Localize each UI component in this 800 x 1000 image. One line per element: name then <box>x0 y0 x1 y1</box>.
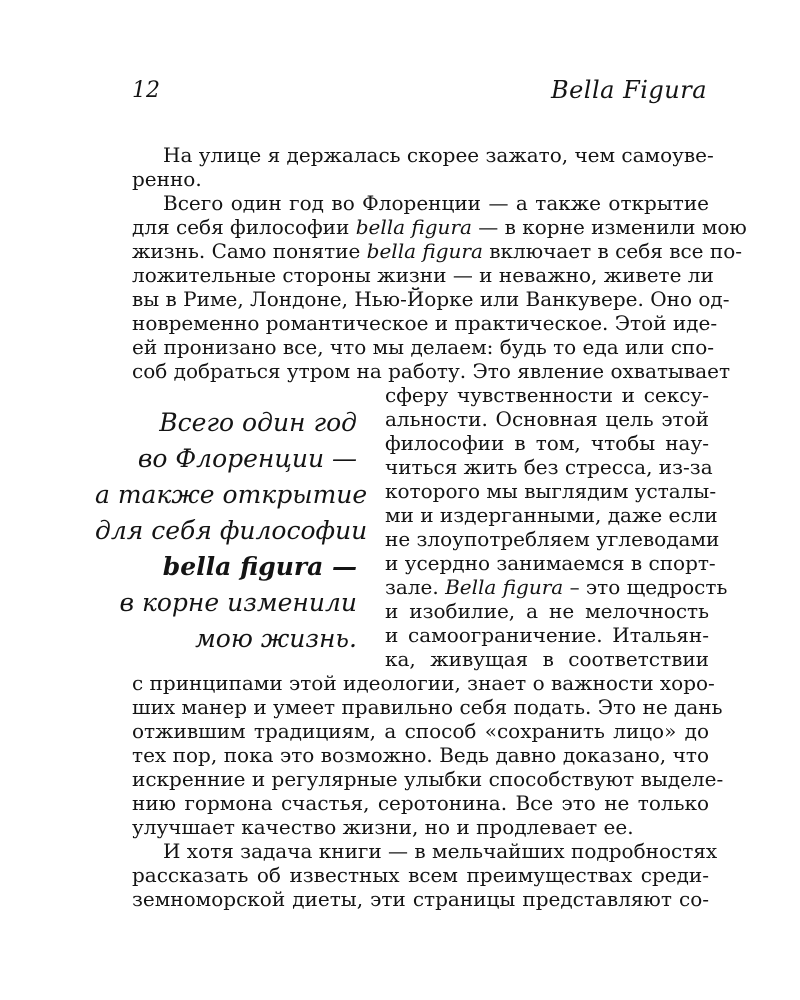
text-line: новременно романтическое и практическое. Этой иде- <box>132 311 718 335</box>
pull-quote-line: а также открытие <box>95 480 368 509</box>
text-line: ренно. <box>132 167 202 191</box>
text-line: вы в Риме, Лондоне, Нью-Йорке или Ванкувере. Оно од- <box>132 287 730 311</box>
text-line: ми и издерганными, даже если <box>385 503 718 527</box>
text-line: земноморской диеты, эти страницы представляют со- <box>132 887 709 911</box>
pull-quote-line: во Флоренции — <box>137 444 357 473</box>
text-line: И хотя задача книги — в мельчайших подробностях <box>163 839 718 863</box>
text-line: и самоограничение. Итальян- <box>385 623 709 647</box>
text-line: отжившим традициям, а способ «сохранить лицо» до <box>132 719 709 743</box>
text-line: На улице я держалась скорее зажато, чем самоуве- <box>163 143 714 167</box>
text-line: альности. Основная цель этой <box>385 407 709 431</box>
text-line: искренние и регулярные улыбки способствуют выделе- <box>132 767 724 791</box>
pull-quote-line: в корне изменили <box>119 588 357 617</box>
text-line: ложительные стороны жизни — и неважно, живете ли <box>132 263 714 287</box>
text-line: Всего один год во Флоренции — а также открытие <box>163 191 709 215</box>
pull-quote-line: для себя философии <box>95 516 368 545</box>
text-line: соб добраться утром на работу. Это явление охватывает <box>132 359 731 383</box>
pull-quote <box>95 405 368 657</box>
text-line: с принципами этой идеологии, знает о важности хоро- <box>132 671 715 695</box>
text-line: и изобилие, а не мелочность <box>385 599 709 623</box>
text-line: рассказать об известных всем преимуществах среди- <box>132 863 709 887</box>
running-head: Bella Figura <box>550 76 707 104</box>
text-line: сферу чувственности и сексу- <box>385 383 709 407</box>
text-line: нию гормона счастья, серотонина. Все это не только <box>132 791 709 815</box>
text-line: философии в том, чтобы нау- <box>385 431 709 455</box>
italic-term: Bella figura <box>445 575 564 599</box>
text-line: тех пор, пока это возможно. Ведь давно доказано, что <box>132 743 709 767</box>
page-number: 12 <box>132 78 160 103</box>
italic-term: bella figura <box>355 215 472 239</box>
text-line: не злоупотребляем углеводами <box>385 527 720 551</box>
text-line: ка, живущая в соответствии <box>385 647 709 671</box>
pull-quote-line: Всего один год <box>159 408 357 437</box>
pull-quote-line: мою жизнь. <box>195 624 357 653</box>
text-line: ших манер и умеет правильно себя подать. Это не дань <box>132 695 723 719</box>
text-line: для себя философии bella figura — в корне изменили мою <box>132 215 747 239</box>
text-line: и усердно занимаемся в спорт- <box>385 551 716 575</box>
text-line: улучшает качество жизни, но и продлевает ее. <box>132 815 634 839</box>
text-line: жизнь. Само понятие bella figura включает в себя все по- <box>132 239 742 263</box>
text-line: читься жить без стресса, из-за <box>385 455 713 479</box>
text-line: которого мы выглядим устaлы- <box>385 479 717 503</box>
pull-quote-line: bella figura — <box>162 552 357 581</box>
italic-term: bella figura <box>366 239 483 263</box>
text-line: зале. Bella figura – это щедрость <box>385 575 728 599</box>
text-line: ей пронизано все, что мы делаем: будь то еда или спо- <box>132 335 715 359</box>
